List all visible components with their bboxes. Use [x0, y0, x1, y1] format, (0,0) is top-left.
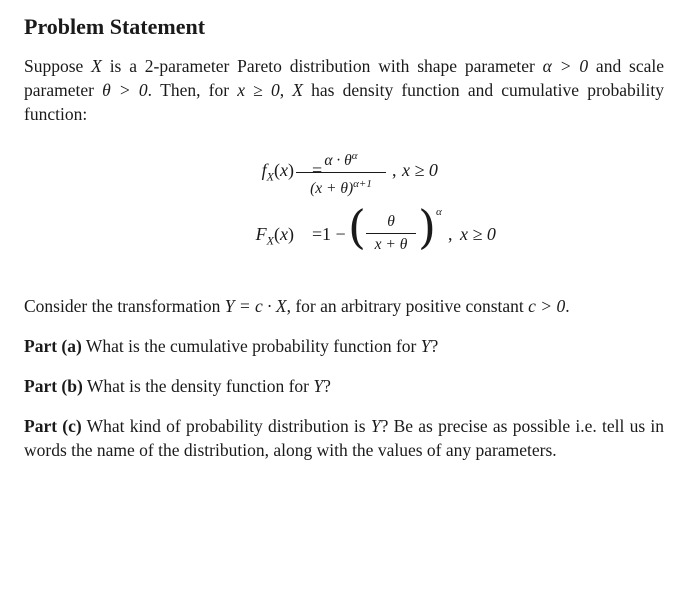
cdf-equals: = [312, 224, 323, 244]
cdf-fraction: θ x + θ [366, 212, 416, 255]
consider-paragraph: Consider the transformation Y = c · X, for an arbitrary positive constant c > 0. [24, 296, 570, 316]
cdf-left-paren: ( [348, 200, 366, 254]
density-equation [24, 146, 664, 202]
density-lhs: $f_X(x)$ [261, 160, 294, 184]
density-condition: x ≥ 0 [402, 160, 438, 180]
equations-block [24, 146, 664, 266]
density-equals: = [312, 160, 323, 180]
cdf-condition: x ≥ 0 [460, 224, 496, 244]
cdf-exponent: α [436, 206, 442, 218]
cdf-right-paren: ) [418, 200, 436, 254]
part-b: Part (b) What is the density function for Y? [24, 376, 331, 396]
problem-page [24, 12, 664, 462]
cdf-comma: , [448, 224, 453, 244]
density-comma: , [392, 160, 397, 180]
part-a: Part (a) What is the cumulative probability function for Y? [24, 336, 439, 356]
intro-paragraph: Suppose X is a 2-parameter Pareto distribution with shape parameter α > 0 and scale parameter θ > 0. Then, for x ≥ 0, X has density function and cumulative probability function: [24, 56, 665, 124]
page-title: Problem Statement [24, 14, 206, 39]
density-fraction: $\alpha \cdot \theta^\alpha$ $(x + \theta)^{\alpha+1}$ [296, 146, 386, 199]
cdf-one-minus: 1 − [322, 224, 346, 244]
part-c: Part (c) What kind of probability distribution is Y? Be as precise as possible i.e. tell us in words the name of the distribution, along with the values of any parameters. [24, 416, 664, 460]
cdf-equation [24, 200, 664, 264]
cdf-lhs: $F_X(x)$ [255, 224, 294, 248]
